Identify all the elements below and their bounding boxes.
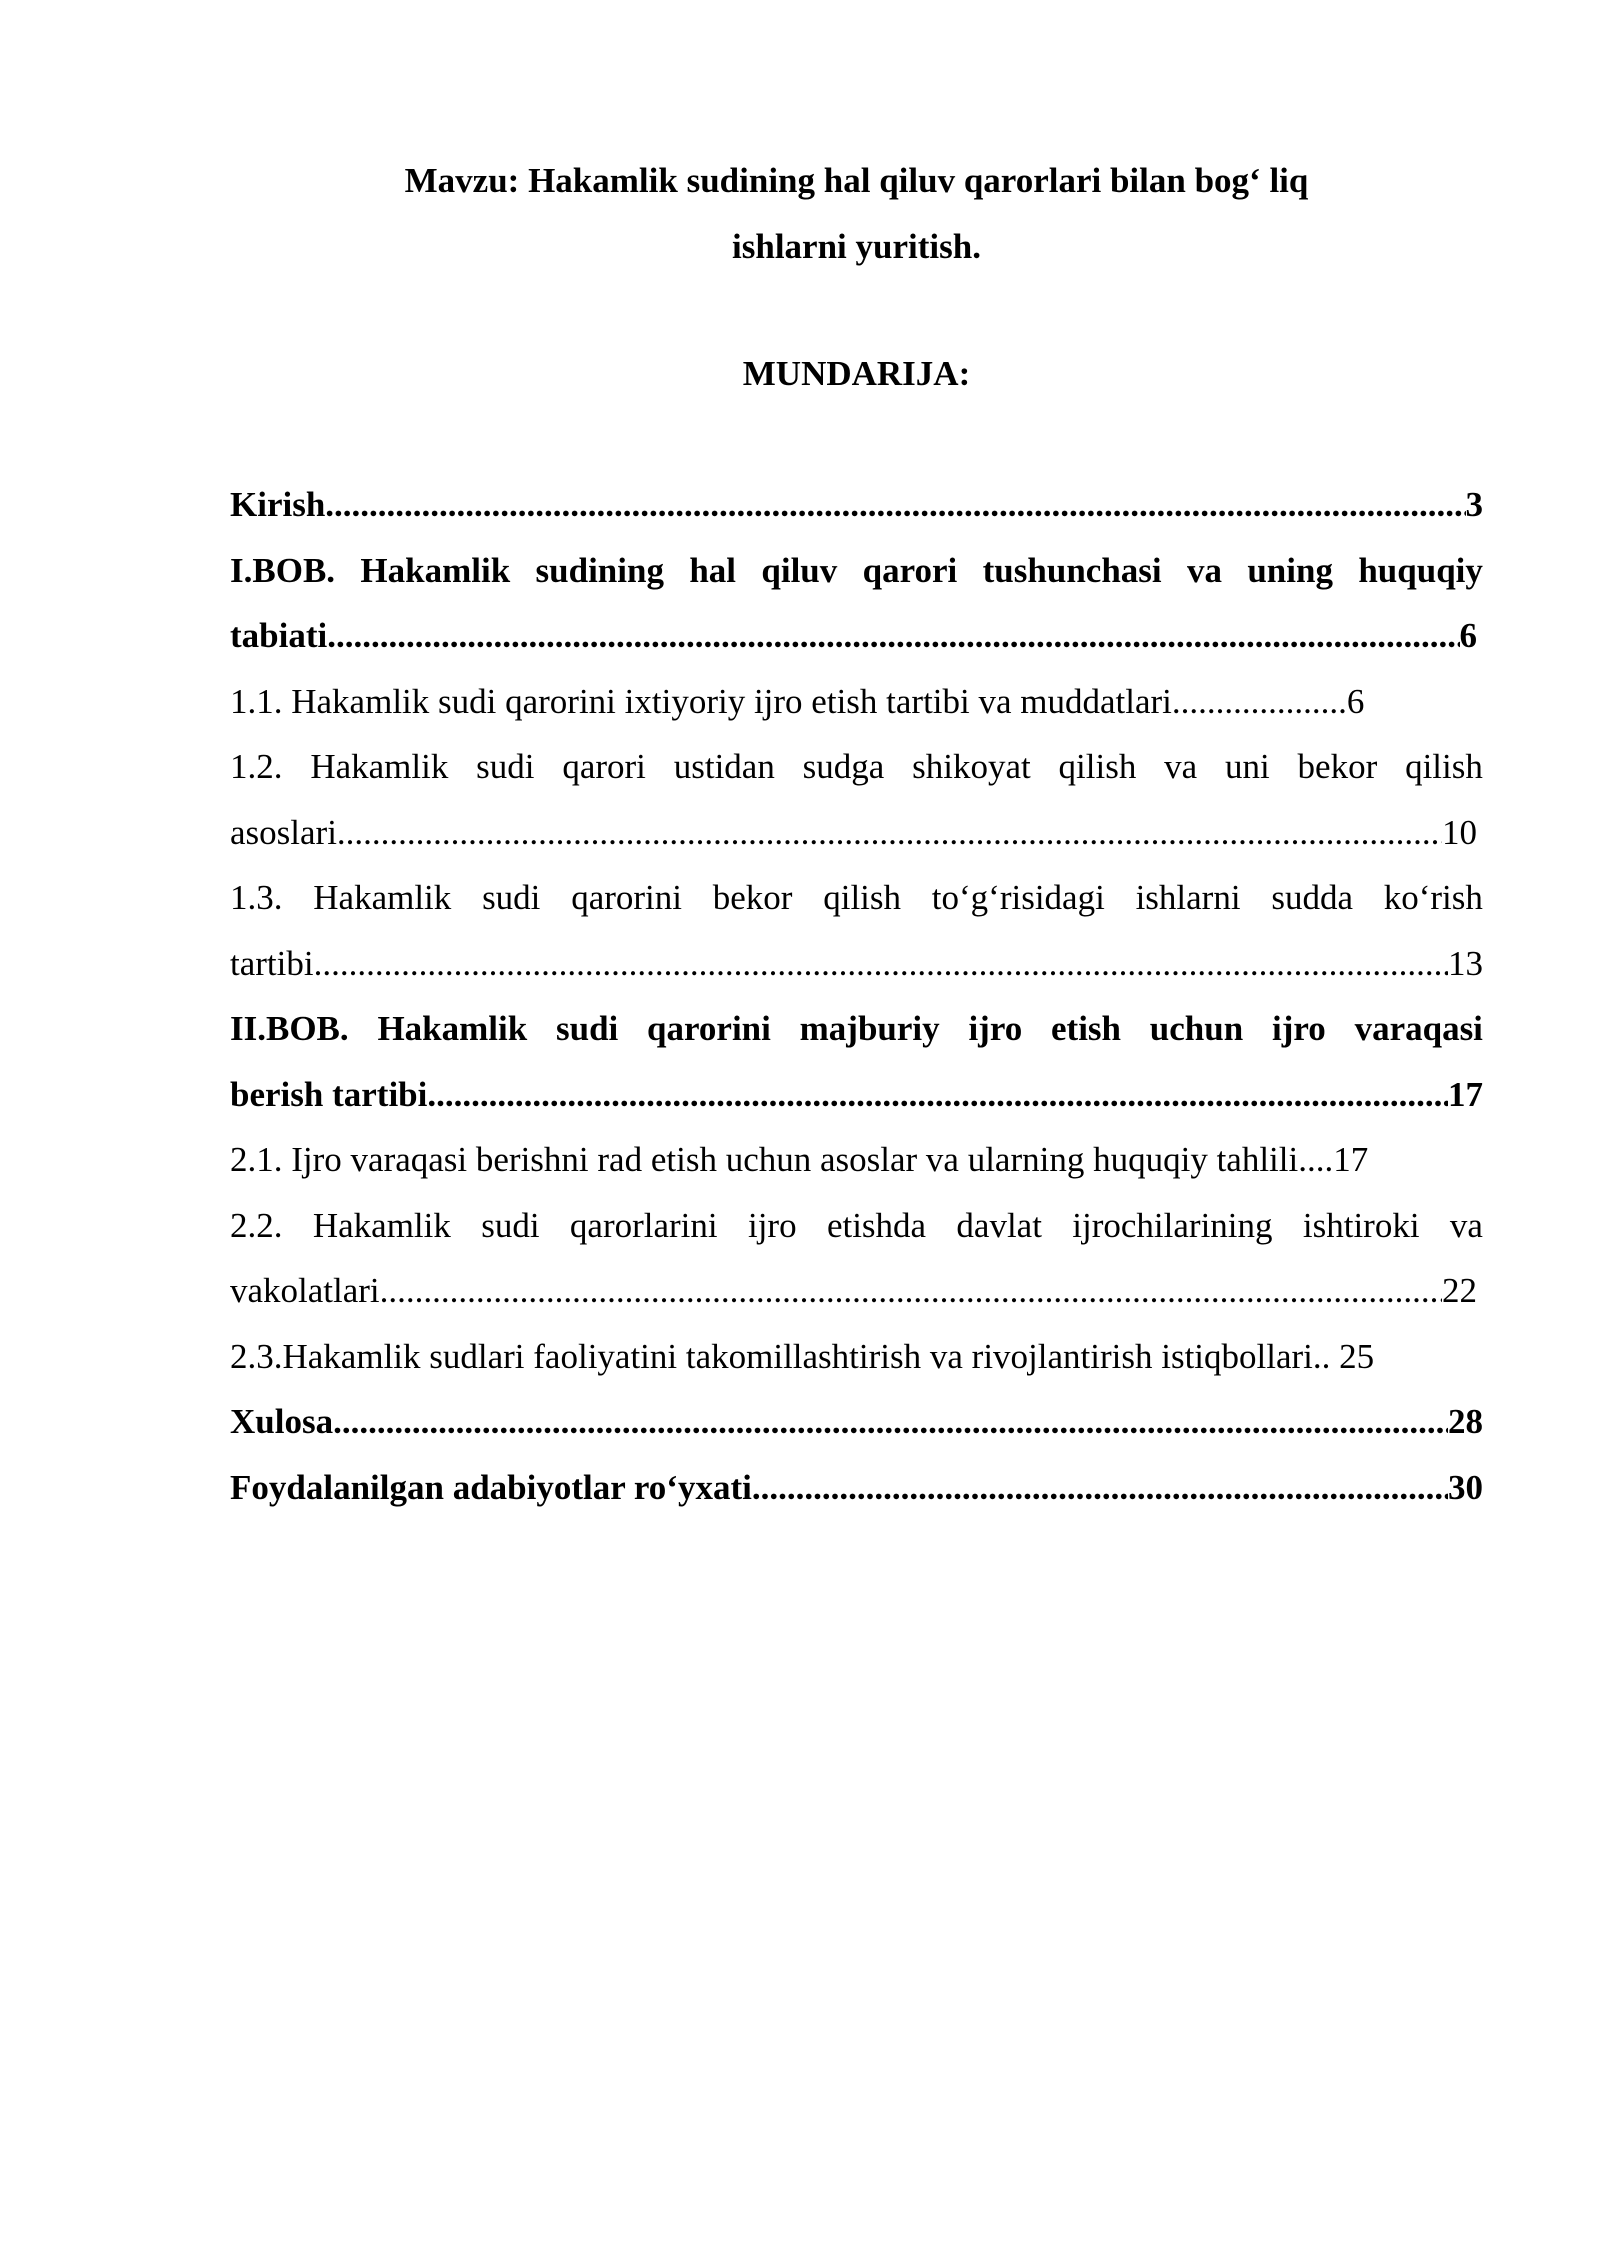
toc-entry-word: bekor [712,878,793,917]
toc-entry-kirish[interactable] [230,472,1483,538]
toc-entry-word: sudga [802,747,885,786]
toc-entry-bob2-line1[interactable] [230,996,1483,1062]
toc-entry-word: 1.2. [230,747,283,786]
toc-entry-word: varaqasi [1354,1009,1483,1048]
toc-entry-word: Hakamlik [377,1009,528,1048]
toc-entry-word: qilish [1058,747,1137,786]
toc-entry-word: ijrochilarining [1072,1205,1273,1245]
toc-entry-text: 1.1. Hakamlik sudi qarorini ixtiyoriy ijro etish tartibi va muddatlari [230,681,1172,721]
toc-entry-text: Kirish [230,485,326,524]
toc-entry-1-3-line1[interactable] [230,865,1483,931]
toc-entry-word: ijro [968,1009,1023,1048]
toc-entry-word: ijro [1271,1009,1326,1048]
toc-entry-word: I.BOB. [230,550,336,590]
toc-entry-adabiyotlar[interactable] [230,1455,1483,1521]
toc-entry-word: shikoyat [912,747,1031,786]
toc-entry-word: qarori [862,550,958,590]
document-title [230,148,1483,280]
toc-entry-word: to‘g‘risidagi [931,878,1105,917]
toc-page-number: 10 [1442,812,1477,852]
toc-page-number: 6 [1459,616,1477,655]
title-line-2: ishlarni yuritish. [732,227,981,266]
toc-entry-word: uning [1247,550,1333,590]
toc-leader-dots [333,1389,1448,1455]
toc-entry-word: Hakamlik [360,550,511,590]
toc-entry-bob1-line2[interactable] [230,603,1483,669]
toc-entry-word: davlat [956,1205,1042,1245]
toc-entry-word: ishlarni [1135,878,1241,917]
table-of-contents [230,472,1483,1520]
toc-entry-word: ijro [747,1205,797,1245]
title-line-1: Mavzu: Hakamlik sudining hal qiluv qarorlari bilan bog‘ liq [404,161,1309,200]
toc-page-number: 13 [1448,943,1483,983]
toc-entry-1-3-line2[interactable] [230,931,1483,997]
toc-entry-text: 2.3.Hakamlik sudlari faoliyatini takomillashtirish va rivojlantirish istiqbollari.. 25 [230,1336,1375,1376]
toc-entry-bob2-line2[interactable] [230,1062,1483,1128]
toc-entry-word: majburiy [799,1009,940,1048]
toc-entry-text: Foydalanilgan adabiyotlar ro‘yxati [230,1467,752,1507]
toc-entry-word: uni [1225,747,1270,786]
toc-entry-word: sudi [476,747,535,786]
toc-entry-word: va [1449,1205,1483,1245]
toc-entry-word: sudi [481,1205,540,1245]
toc-entry-text: tartibi [230,943,314,983]
toc-entry-2-2-line2[interactable] [230,1258,1483,1324]
toc-entry-word: sudi [555,1009,619,1048]
toc-entry-xulosa[interactable] [230,1389,1483,1455]
toc-leader-dots [752,1455,1448,1521]
toc-entry-word: uchun [1149,1009,1244,1048]
toc-entry-word: ustidan [673,747,775,786]
toc-entry-word: Hakamlik [310,747,449,786]
toc-page-number: 28 [1448,1402,1483,1441]
toc-entry-text: berish tartibi [230,1074,428,1114]
toc-entry-word: etishda [826,1205,927,1245]
toc-entry-word: bekor [1297,747,1378,786]
toc-entry-word: qiluv [761,550,838,590]
toc-entry-word: Hakamlik [313,878,452,917]
toc-entry-text: asoslari [230,812,337,852]
toc-entry-2-1[interactable] [230,1127,1483,1193]
toc-leader-dots [380,1258,1442,1324]
toc-entry-text: tabiati [230,616,328,655]
toc-heading: MUNDARIJA: [742,354,971,393]
toc-entry-word: ishtiroki [1302,1205,1420,1245]
toc-leader-dots [325,472,1465,538]
toc-entry-word: 2.2. [230,1205,283,1245]
toc-entry-1-2-line2[interactable] [230,800,1483,866]
toc-entry-word: Hakamlik [312,1205,451,1245]
toc-entry-word: huquqiy [1358,550,1483,590]
toc-entry-word: ko‘rish [1383,878,1483,917]
toc-entry-word: qarori [562,747,646,786]
toc-page-number: 22 [1442,1271,1477,1310]
toc-entry-1-1[interactable] [230,669,1483,735]
toc-entry-text: Xulosa [230,1402,334,1441]
toc-leader-dots [427,1062,1448,1128]
toc-page-number: 17 [1448,1074,1483,1114]
toc-entry-word: va [1186,550,1222,590]
toc-entry-1-2-line1[interactable] [230,734,1483,800]
toc-entry-text: 2.1. Ijro varaqasi berishni rad etish uchun asoslar va ularning huquqiy tahlili....17 [230,1140,1369,1179]
toc-leader-dots [327,603,1459,669]
toc-leader-dots: .................... [1171,681,1347,721]
toc-entry-word: sudining [535,550,664,590]
toc-entry-word: qarorini [647,1009,771,1048]
toc-leader-dots [314,931,1448,997]
toc-entry-2-3[interactable] [230,1324,1483,1390]
toc-entry-word: 1.3. [230,878,283,917]
toc-page-number: 3 [1465,485,1483,524]
toc-entry-text: vakolatlari [230,1271,380,1310]
toc-entry-word: etish [1051,1009,1122,1048]
toc-entry-word: sudi [482,878,541,917]
toc-entry-2-2-line1[interactable] [230,1193,1483,1259]
toc-entry-bob1-line1[interactable] [230,538,1483,604]
toc-leader-dots [337,800,1442,866]
toc-entry-word: qarorlarini [569,1205,718,1245]
toc-entry-word: qilish [823,878,902,917]
toc-page-number: 30 [1448,1467,1483,1507]
toc-entry-word: qilish [1405,747,1483,786]
toc-entry-word: hal [689,550,737,590]
toc-entry-word: II.BOB. [230,1009,349,1048]
toc-page-number: 6 [1346,681,1365,721]
toc-entry-word: qarorini [571,878,682,917]
toc-entry-word: tushunchasi [982,550,1162,590]
toc-entry-word: sudda [1271,878,1353,917]
toc-entry-word: va [1164,747,1198,786]
